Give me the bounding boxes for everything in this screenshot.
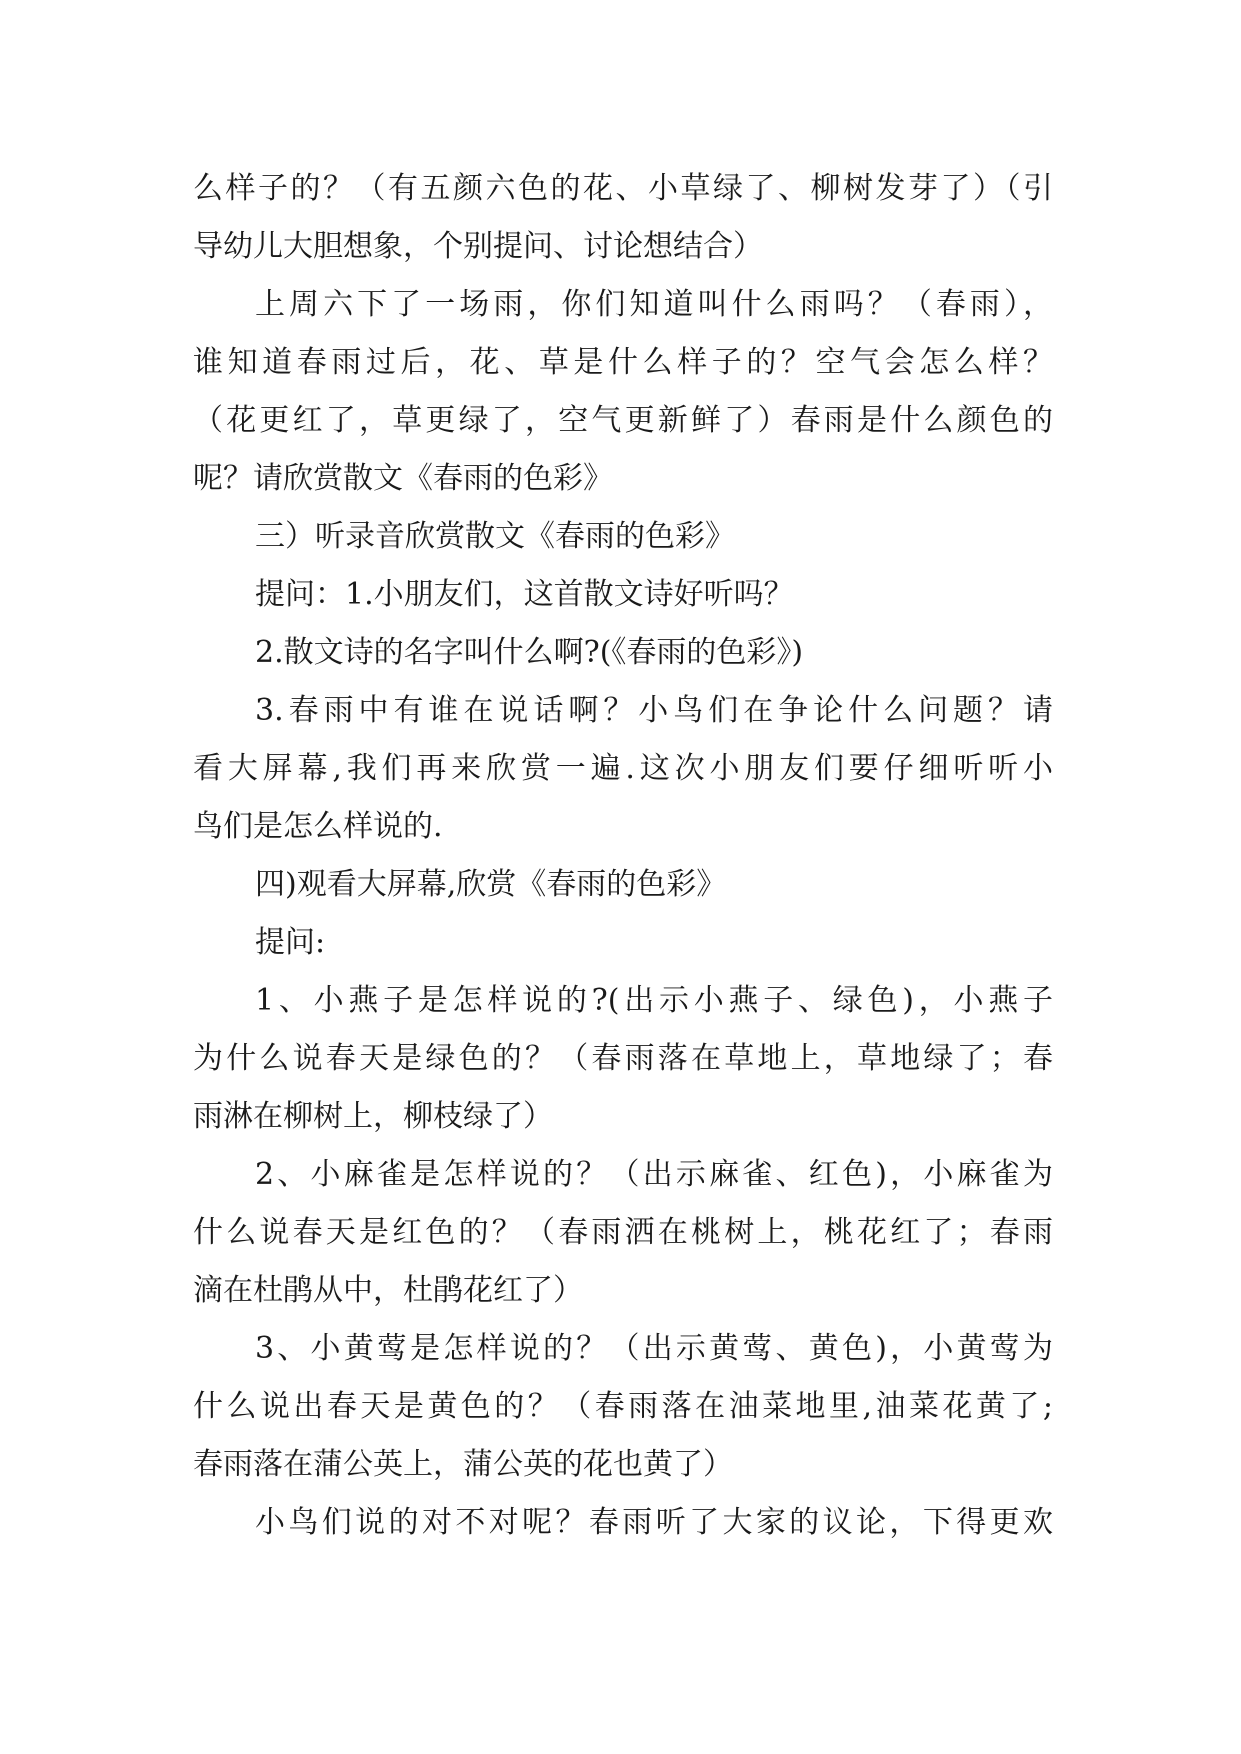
text-line: 3.春雨中有谁在说话啊？小鸟们在争论什么问题？请 xyxy=(255,693,1053,728)
text-line: 提问: xyxy=(255,925,326,960)
text-line: 四)观看大屏幕,欣赏《春雨的色彩》 xyxy=(255,867,727,902)
text-line: 谁知道春雨过后，花、草是什么样子的？空气会怎么样？ xyxy=(193,345,1053,380)
text-line: 雨淋在柳树上，柳枝绿了） xyxy=(193,1099,553,1134)
text-line: 什么说春天是红色的？（春雨洒在桃树上，桃花红了；春雨 xyxy=(193,1215,1053,1250)
text-line: 为什么说春天是绿色的？（春雨落在草地上，草地绿了；春 xyxy=(193,1041,1053,1076)
text-line: 2.散文诗的名字叫什么啊?(《春雨的色彩》) xyxy=(255,635,804,670)
text-line: 春雨落在蒲公英上，蒲公英的花也黄了） xyxy=(193,1447,733,1482)
text-line: 么样子的？（有五颜六色的花、小草绿了、柳树发芽了）（引 xyxy=(193,171,1053,206)
text-line: 3、小黄莺是怎样说的？（出示黄莺、黄色)，小黄莺为 xyxy=(255,1331,1053,1366)
document-body xyxy=(193,160,1053,1552)
text-line: 鸟们是怎么样说的. xyxy=(193,809,443,844)
text-line: 呢？请欣赏散文《春雨的色彩》 xyxy=(193,461,613,496)
text-line: 上周六下了一场雨，你们知道叫什么雨吗？（春雨）， xyxy=(255,287,1053,322)
text-line: 导幼儿大胆想象，个别提问、讨论想结合） xyxy=(193,229,763,264)
text-line: 三）听录音欣赏散文《春雨的色彩》 xyxy=(255,519,735,554)
text-line: 看大屏幕,我们再来欣赏一遍.这次小朋友们要仔细听听小 xyxy=(193,751,1053,786)
text-line: 提问：1.小朋友们，这首散文诗好听吗？ xyxy=(255,577,794,612)
text-line: 滴在杜鹃从中，杜鹃花红了） xyxy=(193,1273,583,1308)
text-line: （花更红了，草更绿了，空气更新鲜了）春雨是什么颜色的 xyxy=(193,403,1053,438)
text-line: 什么说出春天是黄色的？（春雨落在油菜地里,油菜花黄了; xyxy=(193,1389,1053,1424)
text-line: 2、小麻雀是怎样说的？（出示麻雀、红色)，小麻雀为 xyxy=(255,1157,1053,1192)
text-line: 小鸟们说的对不对呢？春雨听了大家的议论，下得更欢 xyxy=(255,1505,1053,1540)
text-line: 1、小燕子是怎样说的?(出示小燕子、绿色)，小燕子 xyxy=(255,983,1053,1018)
